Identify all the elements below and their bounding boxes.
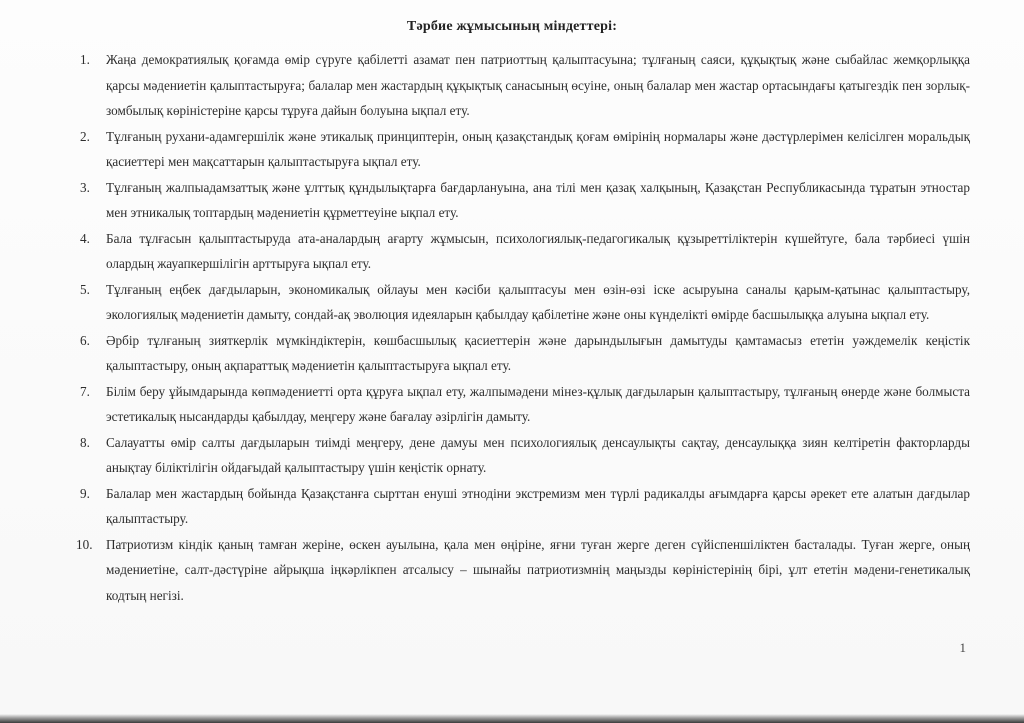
item-text: Салауатты өмір салты дағдыларын тиімді меңгеру, дене дамуы мен психологиялық денсаулықты сақтау, денсаулыққа зиян келтіретін факторларды анықтау біліктілігін ойдағыдай қалыптастыру үшін кеңістік орнату.: [106, 434, 970, 475]
item-text: Әрбір тұлғаның зияткерлік мүмкіндіктерін, көшбасшылық қасиеттерін және дарындылығын дамытуды қамтамасыз ететін уәждемелік кеңістік қалыптастыру, оның ақпараттық мәдениетін қалыптастыруға ықпал ету.: [106, 332, 970, 373]
page-number: 1: [959, 640, 966, 655]
item-number: 1.: [80, 52, 90, 67]
tasks-list: [76, 47, 970, 608]
item-text: Патриотизм кіндік қаның тамған жеріне, өскен ауылына, қала мен өңіріне, яғни туған жерге деген сүйіспеншіліктен басталады. Туған жерге, оның мәдениетіне, салт-дәстүріне айрықша іңкәрлікпен атсалысу – шынайы патриотизмнің маңызды көріністерінің бірі, ұлт ететін мәдени-генетикалық кодтың негізі.: [106, 536, 970, 603]
item-number: 5.: [80, 281, 90, 297]
item-number: 7.: [80, 383, 90, 399]
item-text: Тұлғаның еңбек дағдыларын, экономикалық ойлауы мен кәсіби қалыптасуы мен өзін-өзі іске асыруына саналы қарым-қатынас қалыптастыру, экологиялық мәдениетін дамыту, сондай-ақ эволюция идеяларын қабылдау қабілетіне және оны күнделікті өмірде басшылыққа алуына ықпал ету.: [106, 281, 970, 322]
item-text: Тұлғаның жалпыадамзаттық және ұлттық құндылықтарға бағдарлануына, ана тілі мен қазақ халқының, Қазақстан Республикасында тұратын этностар мен этникалық топтардың мәдениетін құрметтеуіне ықпал ету.: [106, 179, 970, 220]
list-item: [80, 226, 970, 277]
list-item: [80, 328, 970, 379]
item-number: 3.: [80, 179, 90, 195]
item-number: 4.: [80, 230, 90, 246]
list-item: [80, 481, 970, 532]
list-item: [80, 47, 970, 124]
list-item: [76, 532, 970, 609]
item-number: 8.: [80, 434, 90, 450]
page-title: Тәрбие жұмысының міндеттері:: [406, 19, 618, 34]
item-number: 6.: [80, 332, 90, 348]
item-number: 9.: [80, 485, 90, 501]
list-item: [80, 277, 970, 328]
item-text: Бала тұлғасын қалыптастыруда ата-аналардың ағарту жұмысын, психологиялық-педагогикалық құзыреттіліктерін күшейтуге, бала тәрбиесі үшін олардың жауапкершілігін арттыруға ықпал ету.: [106, 230, 970, 271]
item-number: 2.: [80, 128, 90, 144]
list-item: [80, 430, 970, 481]
list-item: [80, 379, 970, 430]
item-text: Балалар мен жастардың бойында Қазақстанға сырттан енуші этнодіни экстремизм мен түрлі радикалды ағымдарға қарсы әрекет ете алатын дағдылар қалыптастыру.: [106, 485, 970, 526]
item-text: Тұлғаның рухани-адамгершілік және этикалық принциптерін, оның қазақстандық қоғам өмірінің нормалары және дәстүрлерімен келісілген моральдық қасиеттері мен мақсаттарын қалыптастыруға ықпал ету.: [106, 128, 970, 169]
list-item: [80, 124, 970, 175]
item-text: Жаңа демократиялық қоғамда өмір сүруге қабілетті азамат пен патриоттың қалыптасуына; тұлғаның саяси, құқықтық және сыбайлас жемқорлыққа қарсы мәдениетін қалыптастыруға; балалар мен жастардың құқықтық санасының өсуіне, оның балалар мен жастар ортасындағы қатыгездік пен зорлық-зомбылық көріністеріне қарсы тұруға дайын болуына ықпал ету.: [106, 52, 970, 118]
scan-bottom-edge: [0, 714, 1024, 723]
item-number: 10.: [76, 536, 93, 552]
list-item: [80, 175, 970, 226]
item-text: Білім беру ұйымдарында көпмәдениетті орта құруға ықпал ету, жалпымәдени мінез-құлық дағдыларын қалыптастыру, тұлғаның өнерде және болмыста эстетикалық нысандарды қабылдау, меңгеру және бағалау әзірлігін дамыту.: [106, 383, 970, 424]
